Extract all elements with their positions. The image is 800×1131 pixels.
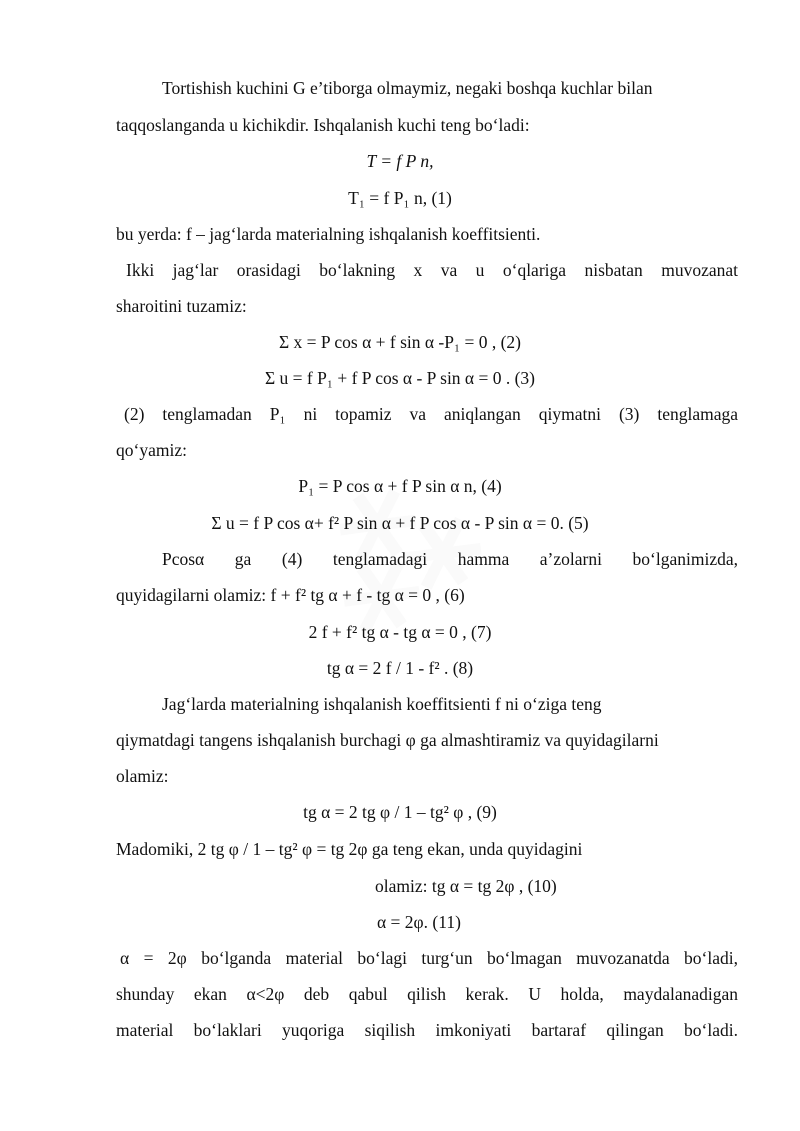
paragraph-line-20: olamiz: (116, 766, 169, 786)
paragraph-line-26: shunday ekan α<2φ deb qabul qilish kerak. U holda, maydalanadigan (116, 984, 738, 1004)
formula-4: P₁ = P cos α + f P sin α n, (4) (298, 476, 502, 496)
formula-6: quyidagilarni olamiz: f + f² tg α + f - tg α = 0 , (6) (116, 585, 465, 605)
formula-9: tg α = 2 tg φ / 1 – tg² φ , (9) (303, 802, 497, 822)
paragraph-line-2: taqqoslanganda u kichikdir. Ishqalanish kuchi teng bo‘ladi: (116, 115, 530, 135)
formula-T: T = f P n, (366, 151, 434, 171)
paragraph-line-27: material bo‘laklari yuqoriga siqilish imkoniyati bartaraf qilingan bo‘ladi. (116, 1020, 738, 1040)
paragraph-line-5: bu yerda: f – jag‘larda materialning ishqalanish koeffitsienti. (116, 224, 541, 244)
paragraph-line-11: qo‘yamiz: (116, 440, 187, 460)
formula-5: Σ u = f P cos α+ f² P sin α + f P cos α - P sin α = 0. (5) (211, 513, 589, 533)
paragraph-line-6: Ikki jag‘lar orasidagi bo‘lakning x va u o‘qlariga nisbatan muvozanat (126, 260, 738, 280)
formula-1: T₁ = f P₁ n, (1) (348, 188, 452, 208)
paragraph-line-1: Tortishish kuchini G e’tiborga olmaymiz, negaki boshqa kuchlar bilan (162, 78, 653, 98)
paragraph-line-7: sharoitini tuzamiz: (116, 296, 247, 316)
formula-3: Σ u = f P₁ + f P cos α - P sin α = 0 . (3) (264, 368, 536, 388)
formula-10: olamiz: tg α = tg 2φ , (10) (375, 876, 557, 896)
formula-11: α = 2φ. (11) (377, 912, 461, 932)
paragraph-line-18: Jag‘larda materialning ishqalanish koeffitsienti f ni o‘ziga teng (162, 694, 602, 714)
formula-8: tg α = 2 f / 1 - f² . (8) (326, 658, 474, 678)
formula-2: Σ x = P cos α + f sin α -P₁ = 0 , (2) (279, 332, 521, 352)
paragraph-line-10: (2) tenglamadan P₁ ni topamiz va aniqlangan qiymatni (3) tenglamaga (124, 404, 738, 424)
paragraph-line-19: qiymatdagi tangens ishqalanish burchagi φ ga almashtiramiz va quyidagilarni (116, 730, 659, 750)
paragraph-line-22: Madomiki, 2 tg φ / 1 – tg² φ = tg 2φ ga teng ekan, unda quyidagini (116, 839, 583, 859)
paragraph-line-25: α = 2φ bo‘lganda material bo‘lagi turg‘un bo‘lmagan muvozanatda bo‘ladi, (120, 948, 738, 968)
formula-7: 2 f + f² tg α - tg α = 0 , (7) (308, 622, 492, 642)
paragraph-line-14: Pcosα ga (4) tenglamadagi hamma a’zolarni bo‘lganimizda, (162, 549, 738, 569)
